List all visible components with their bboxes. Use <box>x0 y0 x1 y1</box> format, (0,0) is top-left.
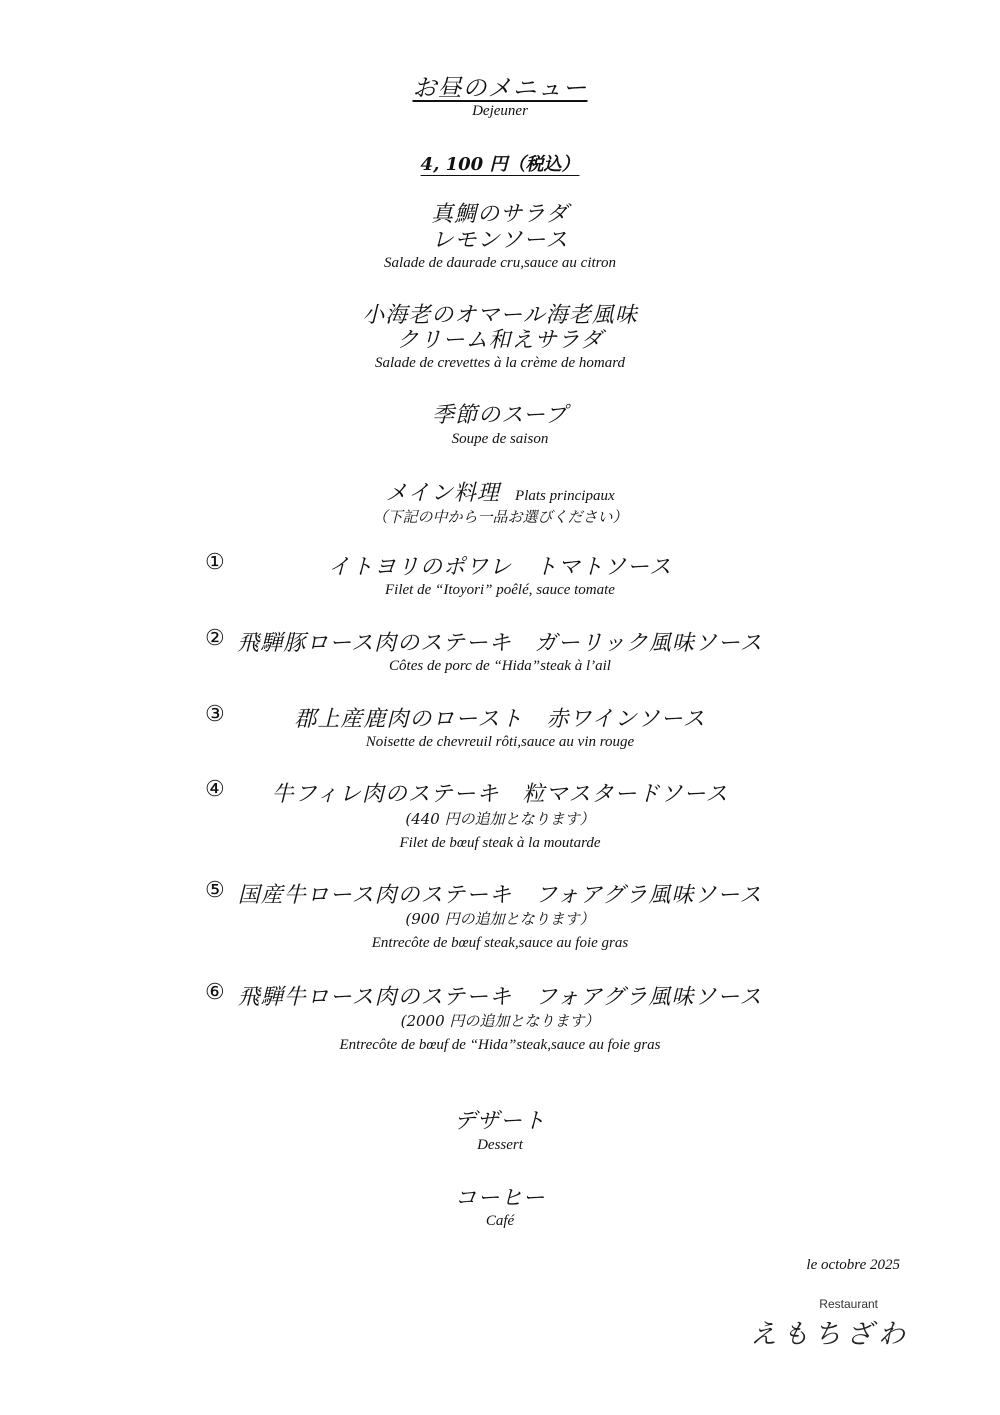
course-1-fr: Salade de daurade cru,sauce au citron <box>384 255 616 271</box>
dessert-jp: デザート <box>453 1109 546 1134</box>
item-2-fr: Côtes de porc de “Hida”steak à l’ail <box>389 658 611 674</box>
item-2-jp: 飛騨豚ロース肉のステーキ ガーリック風味ソース <box>237 631 763 656</box>
item-6-jp: 飛騨牛ロース肉のステーキ フォアグラ風味ソース <box>237 985 763 1010</box>
item-4-jp: 牛フィレ肉のステーキ 粒マスタードソース <box>271 782 729 807</box>
coffee-jp: コーヒー <box>454 1186 546 1211</box>
item-1-fr: Filet de “Itoyori” poêlé, sauce tomate <box>385 582 615 598</box>
menu-subtitle: Dejeuner <box>472 103 528 119</box>
item-4-fr: Filet de bœuf steak à la moutarde <box>399 835 601 851</box>
item-4-extra-charge: (440 円の追加となります） <box>405 810 595 828</box>
coffee-fr: Café <box>485 1213 515 1229</box>
course-3-jp: 季節のスープ <box>432 403 568 428</box>
menu-price: 4, 100 円（税込） <box>420 154 580 175</box>
restaurant-logo: えもちざわ <box>750 1319 910 1350</box>
menu-title: お昼のメニュー <box>412 74 588 102</box>
course-2-fr: Salade de crevettes à la crème de homard <box>374 355 626 371</box>
course-2-jp-line1: 小海老のオマール海老風味 <box>362 303 638 328</box>
course-3-fr: Soupe de saison <box>451 431 549 447</box>
logo-restaurant-label: Restaurant <box>819 1297 878 1311</box>
dessert-fr: Dessert <box>477 1137 523 1153</box>
item-5-number: ⑤ <box>205 878 225 903</box>
item-4-number: ④ <box>205 777 225 802</box>
course-1-jp-line1: 真鯛のサラダ <box>431 202 569 227</box>
item-3-number: ③ <box>205 702 225 727</box>
item-6-extra-charge: (2000 円の追加となります） <box>400 1012 600 1030</box>
item-3-fr: Noisette de chevreuil rôti,sauce au vin rouge <box>365 734 635 750</box>
main-instruction: （下記の中から一品お選びください） <box>372 508 628 526</box>
course-2-jp-line2: クリーム和えサラダ <box>396 328 604 353</box>
item-1-number: ① <box>205 550 225 575</box>
item-6-fr: Entrecôte de bœuf de “Hida”steak,sauce au foie gras <box>339 1037 661 1053</box>
course-1-jp-line2: レモンソース <box>431 228 569 253</box>
item-2-number: ② <box>205 626 225 651</box>
main-heading <box>0 476 1000 507</box>
item-3-jp: 郡上産鹿肉のロースト 赤ワインソース <box>294 707 706 732</box>
item-6-number: ⑥ <box>205 980 225 1005</box>
item-5-fr: Entrecôte de bœuf steak,sauce au foie gras <box>371 935 629 951</box>
menu-date: le octobre 2025 <box>806 1257 900 1273</box>
item-1-jp: イトヨリのポワレ トマトソース <box>328 555 672 580</box>
main-heading-jp: メイン料理 <box>385 481 500 506</box>
item-5-extra-charge: (900 円の追加となります） <box>405 910 595 928</box>
main-heading-fr: Plats principaux <box>515 488 615 504</box>
item-5-jp: 国産牛ロース肉のステーキ フォアグラ風味ソース <box>237 883 763 908</box>
